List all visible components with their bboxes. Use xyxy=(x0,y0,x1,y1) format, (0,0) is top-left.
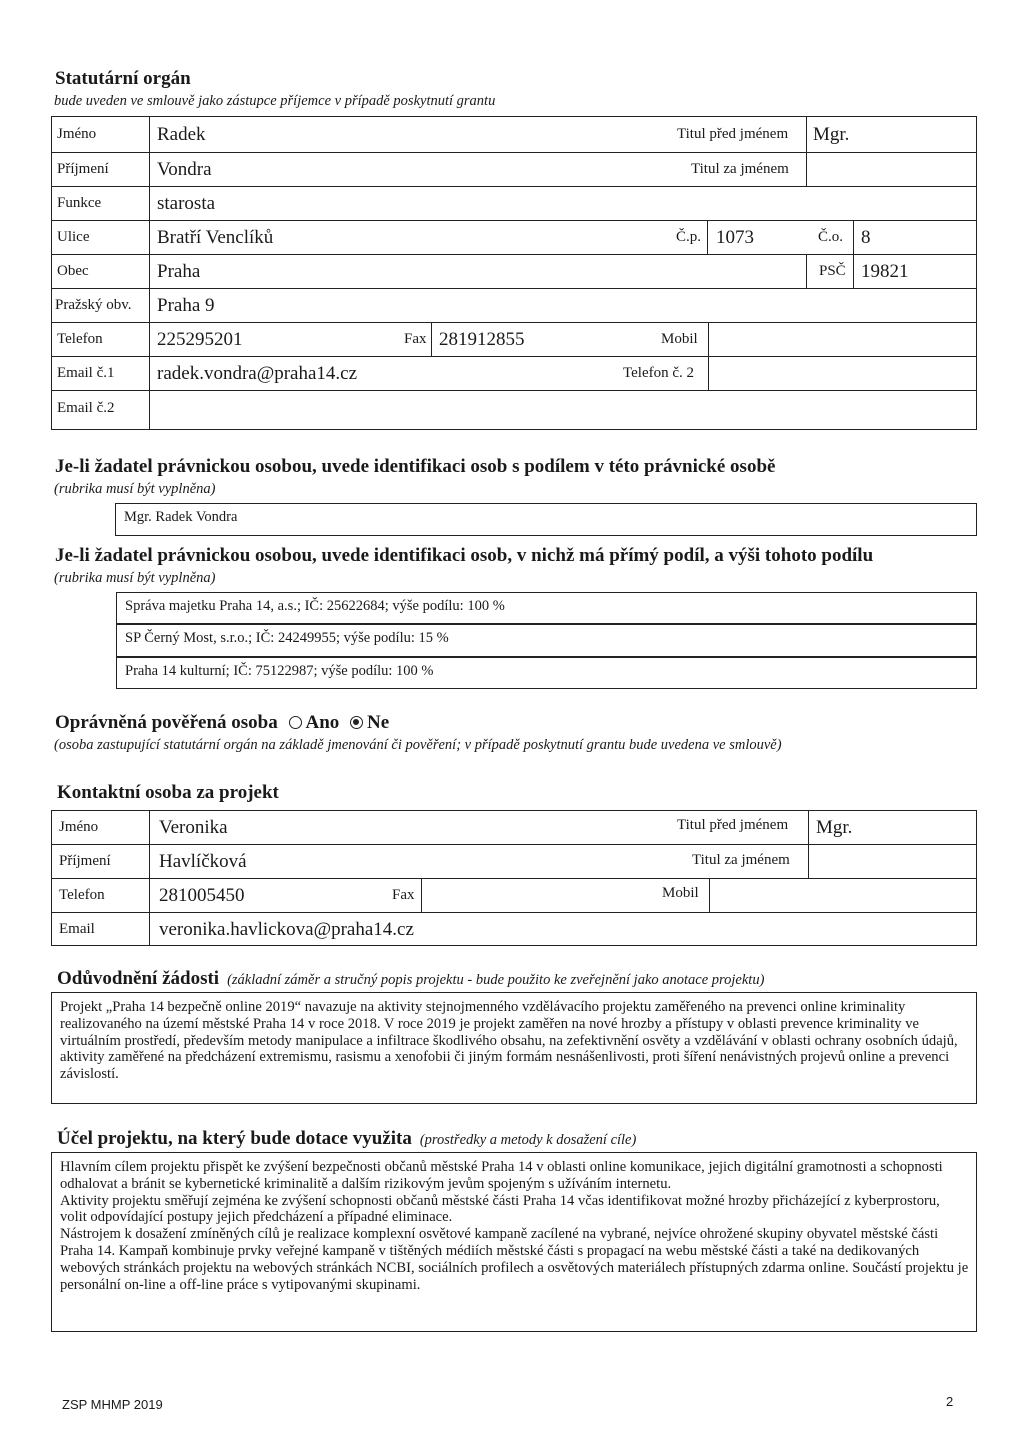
contact-value-title-before[interactable]: Mgr. xyxy=(816,817,853,838)
persons-share-subtitle: (rubrika musí být vyplněna) xyxy=(54,481,216,497)
value-psc[interactable]: 19821 xyxy=(861,261,909,282)
authorized-title: Oprávněná pověřená osoba xyxy=(55,712,278,733)
justification-title: Odůvodnění žádosti xyxy=(57,968,220,989)
value-city[interactable]: Praha xyxy=(157,261,201,282)
purpose-paragraph: Nástrojem k dosažení zmíněných cílů je realizace komplexní osvětové kampaně zacílené na vybrané, nejvíce ohrožené skupiny obyvatel městské části Praha 14. Kampaň kombinuje prvky veřejné kampaně v tištěných médiích městské části s propagací na webu městské části a také na dedikovaných webových stránkách projektu na webových stránkách NCBI, sociálních profilech a osvětových materiálech přístupných zdarma online. Součástí projektu je personální on-line a off-line práce s vytipovanými skupinami. xyxy=(60,1226,969,1293)
direct-share-entry[interactable]: SP Černý Most, s.r.o.; IČ: 24249955; výše podílu: 15 % xyxy=(116,624,977,657)
label-email2: Email č.2 xyxy=(57,400,115,416)
footer-form-id: ZSP MHMP 2019 xyxy=(62,1397,163,1412)
contact-value-surname[interactable]: Havlíčková xyxy=(159,851,247,872)
label-phone2: Telefon č. 2 xyxy=(623,365,695,381)
contact-label-first-name: Jméno xyxy=(59,819,99,835)
direct-share-subtitle: (rubrika musí být vyplněna) xyxy=(54,570,216,586)
value-title-before[interactable]: Mgr. xyxy=(813,124,850,145)
authorized-subtitle: (osoba zastupující statutární orgán na základě jmenování či pověření; v případě poskytnutí grantu bude uvedena ve smlouvě) xyxy=(54,737,782,753)
page-number: 2 xyxy=(946,1394,954,1409)
contact-value-first-name[interactable]: Veronika xyxy=(159,817,228,838)
label-fax: Fax xyxy=(404,331,427,347)
value-co[interactable]: 8 xyxy=(861,227,871,248)
justification-subtitle: (základní záměr a stručný popis projektu - bude použito ke zveřejnění jako anotace projektu) xyxy=(227,972,765,988)
contact-label-mobile: Mobil xyxy=(662,885,699,901)
label-phone: Telefon xyxy=(57,331,103,347)
label-function: Funkce xyxy=(57,195,102,211)
justification-heading xyxy=(57,968,764,990)
label-title-after: Titul za jménem xyxy=(691,161,789,177)
value-fax[interactable]: 281912855 xyxy=(439,329,525,350)
purpose-title: Účel projektu, na který bude dotace využita xyxy=(57,1128,412,1149)
label-mobile: Mobil xyxy=(661,331,698,347)
purpose-text[interactable] xyxy=(60,1159,970,1293)
persons-share-entry[interactable]: Mgr. Radek Vondra xyxy=(115,503,977,536)
label-co: Č.o. xyxy=(818,229,844,245)
label-surname: Příjmení xyxy=(57,161,109,177)
contact-label-fax: Fax xyxy=(392,887,415,903)
direct-share-entry[interactable]: Praha 14 kulturní; IČ: 75122987; výše podílu: 100 % xyxy=(116,657,977,689)
statutory-title: Statutární orgán xyxy=(55,68,191,89)
label-city: Obec xyxy=(57,263,89,279)
value-phone[interactable]: 225295201 xyxy=(157,329,243,350)
contact-title: Kontaktní osoba za projekt xyxy=(57,782,279,803)
label-first-name: Jméno xyxy=(57,126,97,142)
value-surname[interactable]: Vondra xyxy=(157,159,212,180)
contact-label-email: Email xyxy=(59,921,95,937)
value-function[interactable]: starosta xyxy=(157,193,216,214)
contact-value-phone[interactable]: 281005450 xyxy=(159,885,245,906)
label-street: Ulice xyxy=(57,229,90,245)
contact-label-title-before: Titul před jménem xyxy=(677,817,789,833)
option-no-label: Ne xyxy=(367,712,390,733)
label-district: Pražský obv. xyxy=(55,297,132,313)
purpose-paragraph: Hlavním cílem projektu přispět ke zvýšení bezpečnosti občanů městské Praha 14 v oblasti online komunikace, jejich digitální gramotnosti a schopnosti odhalovat a bránit se kybernetické kriminalitě a dalším rizikovým jevům spojeným s užíváním internetu. xyxy=(60,1159,943,1192)
purpose-subtitle: (prostředky a metody k dosažení cíle) xyxy=(419,1132,637,1148)
direct-share-entry[interactable]: Správa majetku Praha 14, a.s.; IČ: 25622684; výše podílu: 100 % xyxy=(116,592,977,624)
value-street[interactable]: Bratří Venclíků xyxy=(157,227,274,248)
authorized-row xyxy=(55,712,389,734)
persons-share-title: Je-li žadatel právnickou osobou, uvede identifikaci osob s podílem v této právnické osobě xyxy=(55,456,776,477)
value-email1[interactable]: radek.vondra@praha14.cz xyxy=(157,363,358,384)
contact-value-email[interactable]: veronika.havlickova@praha14.cz xyxy=(159,919,414,940)
label-email1: Email č.1 xyxy=(57,365,115,381)
value-cp[interactable]: 1073 xyxy=(716,227,754,248)
statutory-subtitle: bude uveden ve smlouvě jako zástupce příjemce v případě poskytnutí grantu xyxy=(54,93,496,109)
label-title-before: Titul před jménem xyxy=(677,126,789,142)
radio-no[interactable] xyxy=(350,716,363,729)
direct-share-title: Je-li žadatel právnickou osobou, uvede identifikaci osob, v nichž má přímý podíl, a výši tohoto podílu xyxy=(55,545,874,566)
radio-yes[interactable] xyxy=(289,716,302,729)
contact-label-phone: Telefon xyxy=(59,887,105,903)
contact-label-title-after: Titul za jménem xyxy=(692,852,790,868)
value-first-name[interactable]: Radek xyxy=(157,124,206,145)
value-district[interactable]: Praha 9 xyxy=(157,295,215,316)
purpose-heading xyxy=(57,1128,636,1150)
label-psc: PSČ xyxy=(819,263,846,279)
option-yes-label: Ano xyxy=(305,712,340,733)
contact-label-surname: Příjmení xyxy=(59,853,111,869)
justification-text[interactable]: Projekt „Praha 14 bezpečně online 2019“ navazuje na aktivity stejnojmenného vzdělávacího projektu zaměřeného na prevenci online kriminality realizovaného na území městské Praha 14 v roce 2018. V roce 2019 je projekt zaměřen na nové hrozby a přístupy v oblasti prevence kriminality ve virtuálním prostředí, především metody manipulace a infiltrace škodlivého obsahu, na zefektivnění osvěty a vzdělávání v oblasti ochrany osobních údajů, aktivity zaměřené na předcházení extremismu, rasismu a xenofobii či jiným formám nesnášenlivosti, proti šíření nenávistných projevů online a prevenci závislostí. xyxy=(60,999,958,1083)
label-cp: Č.p. xyxy=(676,229,702,245)
purpose-paragraph: Aktivity projektu směřují zejména ke zvýšení schopnosti občanů městské části Praha 14 včas identifikovat možné hrozby přicházející z kyberprostoru, volit odpovídající postupy jejich předcházení a případné eliminace. xyxy=(60,1192,940,1226)
